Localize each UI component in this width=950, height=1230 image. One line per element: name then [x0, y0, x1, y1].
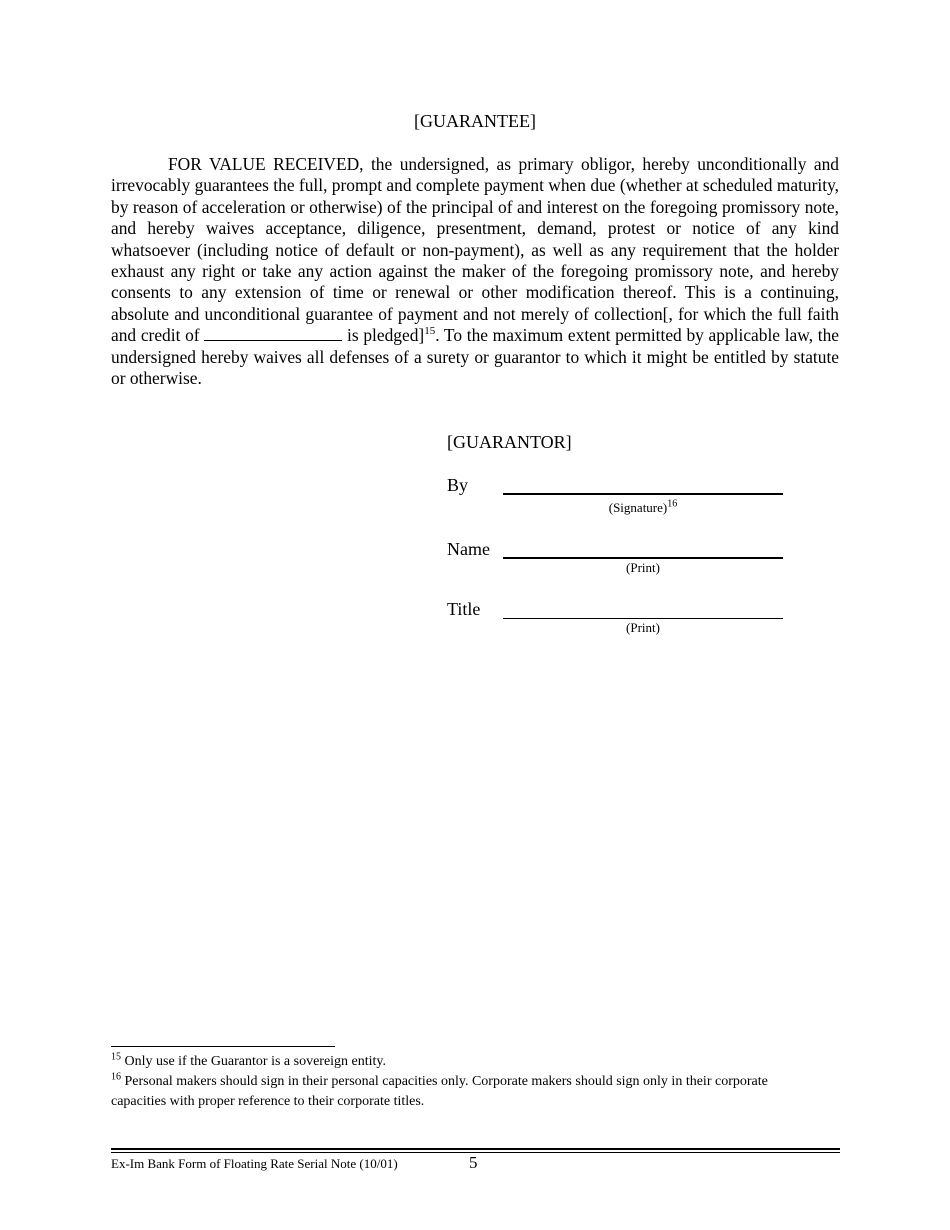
footnote-16 [111, 1072, 811, 1112]
name-line [503, 557, 783, 559]
document-title: [GUARANTEE] [414, 111, 536, 131]
title-label: Title [447, 599, 481, 619]
paragraph-text-after-blank: is pledged] [347, 325, 425, 346]
title-caption: (Print) [626, 620, 660, 635]
pledge-blank-line [204, 326, 342, 341]
footnote-number: 16 [111, 1071, 121, 1083]
footnote-ref-16: 16 [667, 498, 678, 510]
footer-rule-thick [111, 1148, 840, 1150]
footnote-text: Only use if the Guarantor is a sovereign entity. [124, 1054, 387, 1069]
footnote-number: 15 [111, 1051, 121, 1063]
footer-form-name: Ex-Im Bank Form of Floating Rate Serial Note (10/01) [111, 1156, 398, 1171]
page-number: 5 [469, 1153, 478, 1172]
name-caption: (Print) [626, 560, 660, 575]
paragraph-text-before-blank: FOR VALUE RECEIVED, the undersigned, as primary obligor, hereby unconditionally and irrevocably guarantees the full, prompt and complete payment when due (whether at scheduled maturity, by reason of acceleration or otherwise) of the principal of and interest on the foregoing promissory note, and hereby waives acceptance, diligence, presentment, demand, protest or notice of any kind whatsoever (including notice of default or non-payment), as well as any requirement that the holder exhaust any right or take any action against the maker of the foregoing promissory note, and hereby consents to any extension of time or renewal or other modification thereof. This is a continuing, absolute and unconditional guarantee of payment and not merely of collection[, for which the full faith and credit of [111, 154, 839, 346]
footnotes [111, 1052, 811, 1112]
name-label: Name [447, 539, 490, 559]
paragraph-text-after-ref: . To the maximum extent permitted by applicable law, the undersigned hereby waives all defenses of a surety or guarantor to which it might be entitled by statute or otherwise. [111, 325, 839, 389]
signature-caption [503, 500, 783, 516]
footnote-text: Personal makers should sign in their personal capacities only. Corporate makers should sign only in their corporate capacities with proper reference to their corporate titles. [111, 1074, 768, 1109]
signature-row-by [447, 475, 787, 515]
footnote-separator [111, 1046, 335, 1047]
title-line [503, 618, 783, 619]
signature-caption-text: (Signature) [608, 500, 668, 515]
by-label: By [447, 475, 469, 495]
signature-row-name [447, 539, 787, 579]
signature-row-title [447, 599, 787, 639]
footnote-15 [111, 1052, 811, 1072]
guarantor-heading: [GUARANTOR] [447, 432, 572, 452]
signature-line [503, 493, 783, 495]
footnote-ref-15: 15 [424, 325, 436, 338]
guarantee-paragraph [111, 154, 839, 389]
